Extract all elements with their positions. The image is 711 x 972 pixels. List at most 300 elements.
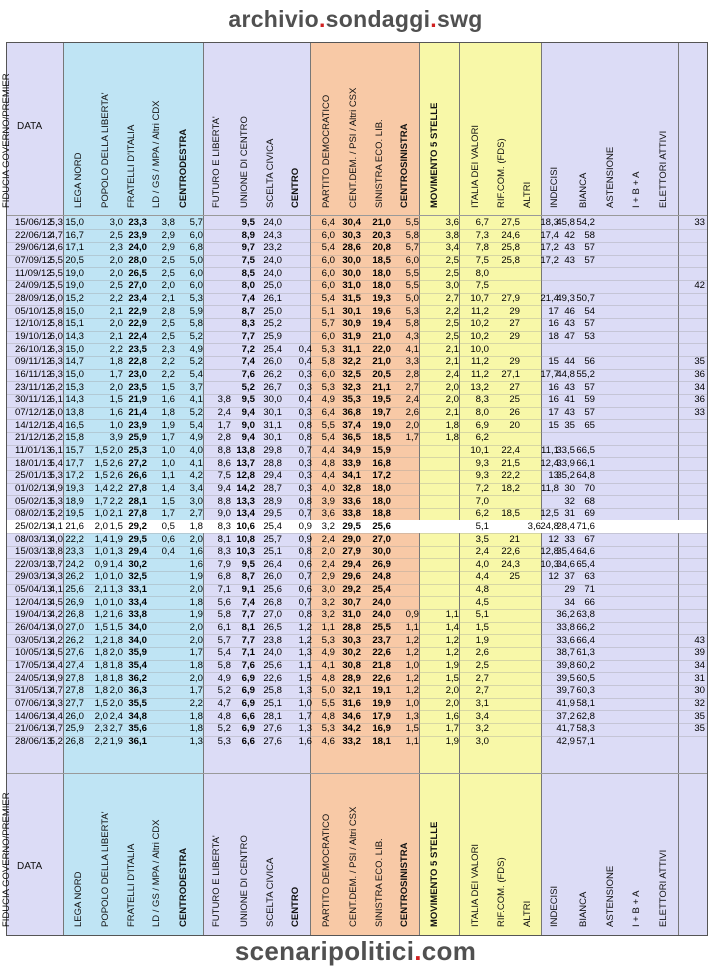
cell-centro: 8,7 xyxy=(241,305,255,317)
cell-sel: 5,8 xyxy=(321,356,335,368)
cell-m5s: 20,8 xyxy=(372,242,391,254)
cell-idv: 5,5 xyxy=(405,267,419,279)
cell-ele: 68 xyxy=(584,495,595,507)
cell-csx: 32,2 xyxy=(342,356,361,368)
cell-lega: 5,5 xyxy=(49,280,63,292)
cell-ele: 63 xyxy=(584,571,595,583)
cell-ld: 2,4 xyxy=(109,710,123,722)
cell-centro: 9,4 xyxy=(241,406,255,418)
cell-ele: 57 xyxy=(584,242,595,254)
cell-data: 31/05/13 xyxy=(15,685,53,697)
cell-ld: 1,8 xyxy=(109,672,123,684)
cell-pd: 25,9 xyxy=(263,330,282,342)
cell-cd: 0,3 xyxy=(298,368,312,380)
cell-fli: 2,5 xyxy=(161,254,175,266)
cell-pd: 30,1 xyxy=(263,432,282,444)
cell-idv: 1,1 xyxy=(405,736,419,748)
cell-sel: 3,2 xyxy=(321,520,335,532)
cell-sc: 9,0 xyxy=(217,508,231,520)
cell-idv: 2,6 xyxy=(405,406,419,418)
footer-header-label-cd: CENT.DEM. / PSI / Altri CSX xyxy=(348,806,359,927)
cell-altri: 7,3 xyxy=(475,229,489,241)
footer-header-label-bia: BIANCA xyxy=(578,891,589,927)
cell-altri: 9,3 xyxy=(475,457,489,469)
cell-sc: 5,3 xyxy=(217,736,231,748)
cell-ind: 21,5 xyxy=(501,457,520,469)
cell-data: 22/06/12 xyxy=(15,229,53,241)
cell-pd: 25,1 xyxy=(263,698,282,710)
table-row xyxy=(7,420,707,432)
cell-centro: 9,0 xyxy=(241,419,255,431)
table-row xyxy=(7,711,707,723)
cell-ele: 66,2 xyxy=(576,622,595,634)
cell-sel: 5,3 xyxy=(321,634,335,646)
cell-m5s: 23,7 xyxy=(372,634,391,646)
cell-fli: 0,4 xyxy=(161,546,175,558)
cell-lega: 5,3 xyxy=(49,495,63,507)
cell-pd: 23,8 xyxy=(263,634,282,646)
cell-data: 24/09/12 xyxy=(15,280,53,292)
cell-udc: 5,2 xyxy=(189,406,203,418)
cell-ast: 12 xyxy=(548,533,559,545)
cell-ele: 58,3 xyxy=(576,723,595,735)
table-row xyxy=(7,331,707,343)
cell-cd: 1,2 xyxy=(298,622,312,634)
cell-m5s: 25,6 xyxy=(372,520,391,532)
cell-udc: 4,9 xyxy=(189,432,203,444)
cell-cdx: 33,8 xyxy=(128,609,147,621)
cell-centro: 6,6 xyxy=(241,710,255,722)
cell-csx: 30,0 xyxy=(342,254,361,266)
cell-rc: 1,4 xyxy=(445,622,459,634)
cell-pdl: 26,0 xyxy=(65,710,84,722)
cell-data: 08/02/13 xyxy=(15,508,53,520)
cell-idv: 5,5 xyxy=(405,217,419,228)
table-row xyxy=(7,597,707,609)
cell-sel: 5,4 xyxy=(321,432,335,444)
cell-fli: 1,4 xyxy=(161,482,175,494)
cell-centro: 6,9 xyxy=(241,723,255,735)
cell-idv: 5,5 xyxy=(405,280,419,292)
cell-lega: 4,7 xyxy=(49,685,63,697)
cell-fdi: 1,4 xyxy=(94,482,108,494)
cell-csx: 28,8 xyxy=(342,622,361,634)
cell-cdx: 23,4 xyxy=(128,292,147,304)
cell-sel: 3,0 xyxy=(321,584,335,596)
cell-ele: 62,8 xyxy=(576,710,595,722)
cell-fli: 1,5 xyxy=(161,381,175,393)
cell-sel: 5,3 xyxy=(321,723,335,735)
cell-fdi: 0,9 xyxy=(94,558,108,570)
cell-csx: 30,2 xyxy=(342,647,361,659)
cell-ast: 12,5 xyxy=(540,508,559,520)
cell-cdx: 35,5 xyxy=(128,698,147,710)
cell-fli: 1,6 xyxy=(161,394,175,406)
cell-csx: 33,6 xyxy=(342,495,361,507)
cell-cd: 1,3 xyxy=(298,647,312,659)
cell-pdl: 26,9 xyxy=(65,596,84,608)
cell-altri: 5,1 xyxy=(475,609,489,621)
cell-lega: 5,8 xyxy=(49,305,63,317)
cell-pdl: 27,8 xyxy=(65,672,84,684)
cell-udc: 1,8 xyxy=(189,520,203,532)
table-row xyxy=(7,268,707,280)
cell-ele: 54,2 xyxy=(576,217,595,228)
footer-header-label-ele: ELETTORI ATTIVI xyxy=(658,849,669,927)
footer-header-label-fli: FUTURO E LIBERTA' xyxy=(211,835,222,927)
cell-sel: 5,1 xyxy=(321,305,335,317)
cell-cdx: 29,2 xyxy=(128,520,147,532)
cell-ele: 57 xyxy=(584,381,595,393)
cell-ld: 1,3 xyxy=(109,584,123,596)
cell-ind: 26 xyxy=(509,406,520,418)
cell-rc: 2,5 xyxy=(445,318,459,330)
table-row xyxy=(7,508,707,520)
cell-ld: 1,8 xyxy=(109,356,123,368)
cell-m5s: 18,8 xyxy=(372,508,391,520)
cell-pd: 23,2 xyxy=(263,242,282,254)
cell-cd: 0,9 xyxy=(298,533,312,545)
cell-m5s: 20,3 xyxy=(372,229,391,241)
cell-ind: 27,9 xyxy=(501,292,520,304)
cell-m5s: 18,0 xyxy=(372,267,391,279)
cell-cd: 0,7 xyxy=(298,571,312,583)
cell-csx: 30,4 xyxy=(342,217,361,228)
cell-centro: 12,8 xyxy=(236,470,255,482)
cell-cd: 0,4 xyxy=(298,356,312,368)
cell-centro: 7,6 xyxy=(241,660,255,672)
cell-pdl: 15,0 xyxy=(65,217,84,228)
cell-centro: 6,9 xyxy=(241,685,255,697)
cell-data: 30/11/12 xyxy=(15,394,52,406)
header-label-ast: ASTENSIONE xyxy=(605,146,616,208)
cell-altri: 10,0 xyxy=(470,343,489,355)
cell-iba: 28,4 xyxy=(556,520,575,532)
cell-fli: 2,5 xyxy=(161,330,175,342)
cell-data: 01/02/13 xyxy=(15,482,53,494)
cell-ast: 17 xyxy=(548,305,559,317)
cell-sc: 5,2 xyxy=(217,723,231,735)
cell-ele: 57 xyxy=(584,406,595,418)
cell-ld: 2,0 xyxy=(109,685,123,697)
cell-ind: 24,3 xyxy=(501,558,520,570)
cell-udc: 1,7 xyxy=(189,685,203,697)
cell-lega: 4,5 xyxy=(49,647,63,659)
cell-udc: 5,2 xyxy=(189,330,203,342)
table-row xyxy=(7,470,707,482)
cell-fid: 34 xyxy=(694,660,705,672)
cell-csx: 36,5 xyxy=(342,432,361,444)
cell-iba: 49,3 xyxy=(556,292,575,304)
cell-ld: 2,2 xyxy=(109,482,123,494)
header-label-sel: SINISTRA ECO. LIB. xyxy=(374,119,385,208)
cell-cdx: 23,9 xyxy=(128,229,147,241)
cell-rc: 3,4 xyxy=(445,242,459,254)
cell-csx: 31,0 xyxy=(342,280,361,292)
cell-rc: 1,5 xyxy=(445,672,459,684)
cell-data: 28/09/12 xyxy=(15,292,53,304)
table-row xyxy=(7,559,707,571)
cell-fdi: 2,3 xyxy=(94,723,108,735)
footer-header-label-date: DATA xyxy=(17,861,43,872)
table-row xyxy=(7,635,707,647)
cell-altri: 2,5 xyxy=(475,660,489,672)
cell-pd: 25,4 xyxy=(263,343,282,355)
cell-sel: 3,6 xyxy=(321,508,335,520)
table-row xyxy=(7,432,707,444)
cell-centro: 13,3 xyxy=(236,495,255,507)
cell-fdi: 1,8 xyxy=(94,672,108,684)
cell-pd: 26,8 xyxy=(263,596,282,608)
cell-fid: 35 xyxy=(694,723,705,735)
cell-centro: 8,5 xyxy=(241,267,255,279)
cell-fid: 30 xyxy=(694,685,705,697)
table-row xyxy=(7,217,707,229)
cell-ld: 2,2 xyxy=(109,343,123,355)
cell-rc: 1,6 xyxy=(445,710,459,722)
cell-cd: 1,3 xyxy=(298,723,312,735)
cell-altri: 3,0 xyxy=(475,736,489,748)
cell-data: 05/10/12 xyxy=(15,305,53,317)
cell-data: 07/06/13 xyxy=(15,698,53,710)
cell-altri: 11,2 xyxy=(471,305,489,317)
cell-udc: 4,2 xyxy=(189,470,203,482)
cell-ele: 71 xyxy=(584,584,595,596)
cell-ele: 57 xyxy=(584,318,595,330)
cell-data: 28/06/13 xyxy=(15,736,53,748)
cell-ast: 11,1 xyxy=(541,444,559,456)
cell-ld: 1,6 xyxy=(109,609,123,621)
cell-rc: 2,2 xyxy=(445,305,459,317)
cell-pdl: 26,2 xyxy=(65,571,84,583)
cell-m5s: 19,9 xyxy=(372,698,391,710)
cell-centro: 8,9 xyxy=(241,229,255,241)
footer-header-label-altri: ALTRI xyxy=(522,900,533,927)
cell-data: 15/06/12 xyxy=(15,217,53,228)
cell-udc: 1,8 xyxy=(189,723,203,735)
cell-lega: 5,5 xyxy=(49,267,63,279)
cell-cd: 1,6 xyxy=(298,736,312,748)
cell-m5s: 24,0 xyxy=(372,596,391,608)
cell-ind: 29 xyxy=(509,305,520,317)
cell-idv: 1,5 xyxy=(405,723,419,735)
table-row xyxy=(7,571,707,583)
cell-ind: 29 xyxy=(509,330,520,342)
cell-lega: 4,7 xyxy=(49,723,63,735)
cell-udc: 5,9 xyxy=(189,305,203,317)
cell-altri: 8,0 xyxy=(475,267,489,279)
cell-centro: 7,4 xyxy=(241,596,255,608)
table-row xyxy=(7,356,707,368)
table-row xyxy=(7,521,707,533)
header-divider xyxy=(7,215,707,216)
footer-header-label-sc: SCELTA CIVICA xyxy=(265,857,276,927)
cell-csx: 29,4 xyxy=(342,558,361,570)
cell-fli: 0,5 xyxy=(161,520,175,532)
cell-ast: 12,4 xyxy=(540,457,559,469)
cell-csx: 28,6 xyxy=(342,242,361,254)
cell-fli: 2,2 xyxy=(161,368,175,380)
cell-udc: 1,8 xyxy=(189,710,203,722)
cell-altri: 7,5 xyxy=(475,254,489,266)
cell-centro: 7,7 xyxy=(241,330,255,342)
cell-iba: 39,5 xyxy=(556,672,575,684)
cell-ast: 11,8 xyxy=(541,482,559,494)
cell-cdx: 26,6 xyxy=(128,470,147,482)
cell-lega: 6,3 xyxy=(49,356,63,368)
cell-rc: 2,0 xyxy=(445,394,459,406)
cell-data: 03/05/13 xyxy=(15,634,53,646)
cell-fli: 2,1 xyxy=(161,292,175,304)
cell-altri: 9,3 xyxy=(475,470,489,482)
cell-lega: 6,0 xyxy=(49,406,63,418)
cell-fdi: 2,1 xyxy=(94,584,108,596)
cell-sc: 6,1 xyxy=(217,622,231,634)
cell-rc: 1,8 xyxy=(445,432,459,444)
cell-fli: 0,6 xyxy=(161,533,175,545)
cell-cd: 0,8 xyxy=(298,432,312,444)
cell-fdi: 1,0 xyxy=(94,546,108,558)
cell-udc: 6,0 xyxy=(189,267,203,279)
cell-altri: 7,2 xyxy=(475,482,489,494)
cell-ast: 17,2 xyxy=(540,242,559,254)
cell-rc: 1,1 xyxy=(445,609,459,621)
cell-m5s: 21,0 xyxy=(372,330,391,342)
cell-m5s: 25,5 xyxy=(372,622,391,634)
cell-pdl: 27,8 xyxy=(65,685,84,697)
cell-pd: 27,6 xyxy=(263,736,282,748)
cell-pdl: 15,7 xyxy=(65,444,84,456)
cell-idv: 1,0 xyxy=(405,660,419,672)
cell-altri: 2,7 xyxy=(475,685,489,697)
cell-idv: 2,7 xyxy=(405,381,419,393)
cell-rc: 3,0 xyxy=(445,280,459,292)
cell-pd: 30,1 xyxy=(263,406,282,418)
cell-data: 08/03/13 xyxy=(15,533,53,545)
header-label-cd: CENT.DEM. / PSI / Altri CSX xyxy=(348,87,359,208)
cell-ast: 16 xyxy=(548,318,559,330)
cell-lega: 4,4 xyxy=(49,710,63,722)
cell-m5s: 20,5 xyxy=(372,368,391,380)
cell-pd: 25,1 xyxy=(263,546,282,558)
cell-idv: 5,8 xyxy=(405,229,419,241)
table-row xyxy=(7,280,707,292)
cell-lega: 4,1 xyxy=(49,584,63,596)
cell-fdi: 1,8 xyxy=(94,685,108,697)
cell-cdx: 21,9 xyxy=(128,394,147,406)
cell-lega: 3,7 xyxy=(49,558,63,570)
cell-fid: 35 xyxy=(694,356,705,368)
cell-fdi: 1,5 xyxy=(94,622,108,634)
cell-ele: 59 xyxy=(584,394,595,406)
cell-altri: 4,0 xyxy=(475,558,489,570)
cell-ele: 58 xyxy=(584,229,595,241)
cell-sel: 3,9 xyxy=(321,495,335,507)
cell-fli: 3,8 xyxy=(161,217,175,228)
cell-ld: 1,5 xyxy=(109,622,123,634)
cell-data: 05/02/13 xyxy=(15,495,53,507)
cell-fdi: 1,2 xyxy=(94,609,108,621)
cell-cd: 0,3 xyxy=(298,470,312,482)
cell-cd: 0,9 xyxy=(298,520,312,532)
cell-m5s: 17,9 xyxy=(372,710,391,722)
cell-pd: 24,0 xyxy=(263,217,282,228)
cell-ld: 2,1 xyxy=(109,330,123,342)
cell-altri: 7,5 xyxy=(475,280,489,292)
cell-fli: 2,3 xyxy=(161,343,175,355)
cell-altri: 2,4 xyxy=(475,546,489,558)
cell-udc: 1,7 xyxy=(189,647,203,659)
cell-ele: 66,5 xyxy=(576,444,595,456)
cell-data: 25/02/13 xyxy=(15,520,53,532)
polls-table xyxy=(1,42,708,936)
cell-iba: 37 xyxy=(564,571,575,583)
cell-centro: 8,7 xyxy=(241,571,255,583)
header-label-cdx: CENTRODESTRA xyxy=(178,128,189,208)
cell-centro: 7,7 xyxy=(241,609,255,621)
cell-data: 11/01/13 xyxy=(15,444,52,456)
cell-cd: 1,7 xyxy=(298,710,312,722)
cell-m5s: 19,4 xyxy=(372,318,391,330)
cell-altri: 8,3 xyxy=(475,394,489,406)
cell-udc: 1,9 xyxy=(189,571,203,583)
cell-lega: 6,1 xyxy=(49,444,63,456)
footer-header-label-ind: INDECISI xyxy=(549,885,560,927)
cell-cdx: 28,0 xyxy=(128,254,147,266)
cell-fdi: 1,4 xyxy=(94,533,108,545)
cell-ind: 29 xyxy=(509,356,520,368)
cell-cdx: 35,9 xyxy=(128,647,147,659)
cell-altri: 3,4 xyxy=(475,710,489,722)
cell-idv: 3,3 xyxy=(405,356,419,368)
cell-fli: 1,9 xyxy=(161,419,175,431)
cell-pdl: 27,4 xyxy=(65,660,84,672)
cell-iba: 43 xyxy=(564,254,575,266)
footer-header-label-idv: ITALIA DEI VALORI xyxy=(470,843,481,927)
cell-ele: 54 xyxy=(584,305,595,317)
cell-lega: 5,8 xyxy=(49,318,63,330)
cell-udc: 5,4 xyxy=(189,368,203,380)
cell-sel: 4,9 xyxy=(321,647,335,659)
cell-ld: 2,2 xyxy=(109,292,123,304)
cell-sc: 8,6 xyxy=(217,457,231,469)
cell-cdx: 25,3 xyxy=(128,444,147,456)
cell-iba: 42 xyxy=(564,229,575,241)
cell-cd: 0,3 xyxy=(298,381,312,393)
cell-fdi: 1,5 xyxy=(94,444,108,456)
cell-centro: 7,7 xyxy=(241,634,255,646)
cell-ind: 27 xyxy=(509,318,520,330)
table-row xyxy=(7,382,707,394)
cell-m5s: 22,0 xyxy=(372,343,391,355)
cell-pdl: 18,9 xyxy=(65,495,84,507)
footer-header-label-pd: PARTITO DEMOCRATICO xyxy=(321,813,332,927)
cell-altri: 6,2 xyxy=(475,432,489,444)
cell-csx: 29,5 xyxy=(342,520,361,532)
cell-lega: 6,2 xyxy=(49,381,63,393)
cell-sel: 3,2 xyxy=(321,596,335,608)
cell-iba: 45,8 xyxy=(556,217,575,228)
cell-rc: 2,5 xyxy=(445,267,459,279)
cell-fid: 34 xyxy=(694,381,705,393)
cell-iba: 37,2 xyxy=(556,710,575,722)
cell-sc: 2,8 xyxy=(217,432,231,444)
header-label-ld: LD / GS / MPA / Altri CDX xyxy=(151,100,162,208)
cell-ind: 22,2 xyxy=(501,470,520,482)
cell-csx: 27,9 xyxy=(342,546,361,558)
cell-centro: 5,2 xyxy=(241,381,255,393)
cell-ld: 1,5 xyxy=(109,520,123,532)
